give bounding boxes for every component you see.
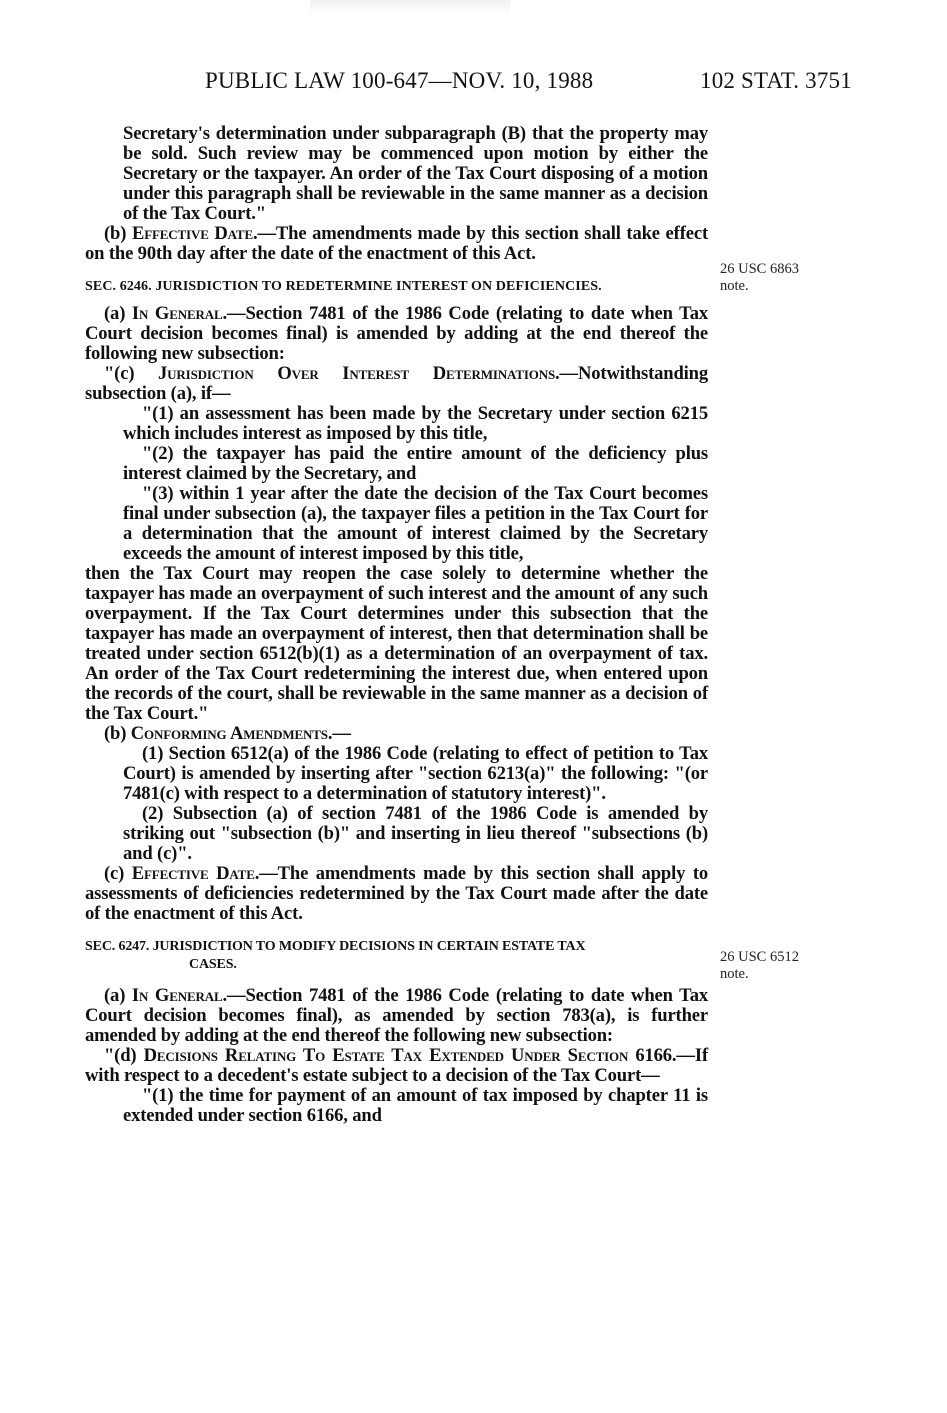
header-title: PUBLIC LAW 100-647—NOV. 10, 1988 (205, 68, 594, 93)
amendment-item-2: (2) Subsection (a) of section 7481 of the 1986 Code is amended by striking out "subsection (b)" and inserting in lieu thereof "subsections (b) and (c)". (123, 803, 708, 864)
paragraph-heading: In General. (131, 303, 228, 324)
paragraph-label: (b) (104, 223, 132, 244)
header-stat-page: 102 STAT. 3751 (700, 68, 852, 93)
paragraph-heading: In General. (131, 985, 228, 1006)
margin-note-citation: 26 USC 6863 (720, 261, 799, 277)
paragraph-heading: Effective Date. (131, 863, 260, 884)
margin-note-label: note. (720, 966, 749, 982)
paragraph-heading: Effective Date. (131, 223, 258, 244)
page-header (0, 68, 947, 104)
paragraph-label: (b) (104, 723, 131, 744)
list-item-2: "(2) the taxpayer has paid the entire amount of the deficiency plus interest claimed by the Secretary, and (123, 443, 708, 484)
paragraph-text: —The amendments made by this section shall take effect on the 90th day after the date of the enactment of this Act. (85, 223, 708, 264)
amendment-item-1: (1) Section 6512(a) of the 1986 Code (relating to effect of petition to Tax Court) is amended by inserting after "section 6213(a)" the following: "(or 7481(c) with respect to a determination of statutory interest)". (123, 743, 708, 804)
paragraph-text: —Notwithstanding subsection (a), if— (85, 363, 708, 404)
section-heading-6247 (85, 938, 708, 974)
paragraph-heading: Jurisdiction Over Interest Determinations. (158, 363, 560, 384)
list-item-3: "(3) within 1 year after the date the decision of the Tax Court becomes final under subsection (a), the taxpayer files a petition in the Tax Court for a determination that the amount of interest claimed by the Secretary exceeds the amount of interest imposed by this title, (123, 483, 708, 564)
paragraph-text: —The amendments made by this section shall apply to assessments of deficiencies redetermined by the Tax Court made after the date of the enactment of this Act. (85, 863, 709, 924)
paragraph-text: —Section 7481 of the 1986 Code (relating to date when Tax Court decision becomes final) is amended by adding at the end thereof the following new subsection: (85, 303, 708, 364)
section-heading-line: CASES. (189, 957, 237, 972)
paragraph-in-general-a-6247 (85, 986, 708, 1046)
margin-note-label: note. (720, 278, 749, 294)
paragraph-effective-date-b (85, 224, 708, 264)
paragraph-heading: Decisions Relating To Estate Tax Extended Under Section 6166. (143, 1045, 677, 1066)
margin-note-6863 (720, 261, 799, 295)
margin-note-citation: 26 USC 6512 (720, 949, 799, 965)
paragraph-continuation: Secretary's determination under subparagraph (B) that the property may be sold. Such review may be commenced upon motion by either the Secretary or the taxpayer. An order of the Tax Court disposing of a motion under this paragraph shall be reviewable in the same manner as a decision of the Tax Court." (123, 123, 708, 224)
paragraph-subsection-c (85, 364, 708, 404)
paragraph-heading: Conforming Amendments. (130, 723, 333, 744)
paragraph-text: —Section 7481 of the 1986 Code (relating to date when Tax Court decision becomes final), as amended by section 783(a), is further amended by adding at the end thereof the following new subsection: (85, 985, 708, 1046)
list-item-d1: "(1) the time for payment of an amount of tax imposed by chapter 11 is extended under section 6166, and (123, 1085, 708, 1126)
paragraph-in-general-a (85, 304, 708, 364)
paragraph-dash: — (332, 723, 351, 744)
margin-note-6512 (720, 949, 799, 983)
document-body (85, 124, 708, 1126)
list-item-1: "(1) an assessment has been made by the Secretary under section 6215 which includes interest as imposed by this title, (123, 403, 708, 444)
paragraph-conforming-amendments (85, 724, 708, 744)
section-heading-6246: SEC. 6246. JURISDICTION TO REDETERMINE INTEREST ON DEFICIENCIES. (85, 279, 602, 294)
scan-smudge (310, 0, 510, 14)
paragraph-label: (c) (104, 863, 132, 884)
paragraph-label: (a) (104, 985, 132, 1006)
paragraph-then-clause: then the Tax Court may reopen the case solely to determine whether the taxpayer has made an overpayment of such interest and the amount of any such overpayment. If the Tax Court determines under this subsection that the taxpayer has made an overpayment of interest, then that determination shall be treated under section 6512(b)(1) as a determination of an overpayment of tax. An order of the Tax Court redetermining the interest due, when entered upon the records of the court, shall be reviewable in the same manner as a decision of the Tax Court." (85, 563, 708, 724)
paragraph-label: "(c) (104, 363, 159, 384)
paragraph-subsection-d (85, 1046, 708, 1086)
paragraph-label: "(d) (104, 1045, 144, 1066)
paragraph-effective-date-c (85, 864, 708, 924)
section-heading-line: SEC. 6247. JURISDICTION TO MODIFY DECISIONS IN CERTAIN ESTATE TAX (85, 939, 586, 954)
paragraph-label: (a) (104, 303, 132, 324)
paragraph-text: —If with respect to a decedent's estate subject to a decision of the Tax Court— (85, 1045, 708, 1086)
